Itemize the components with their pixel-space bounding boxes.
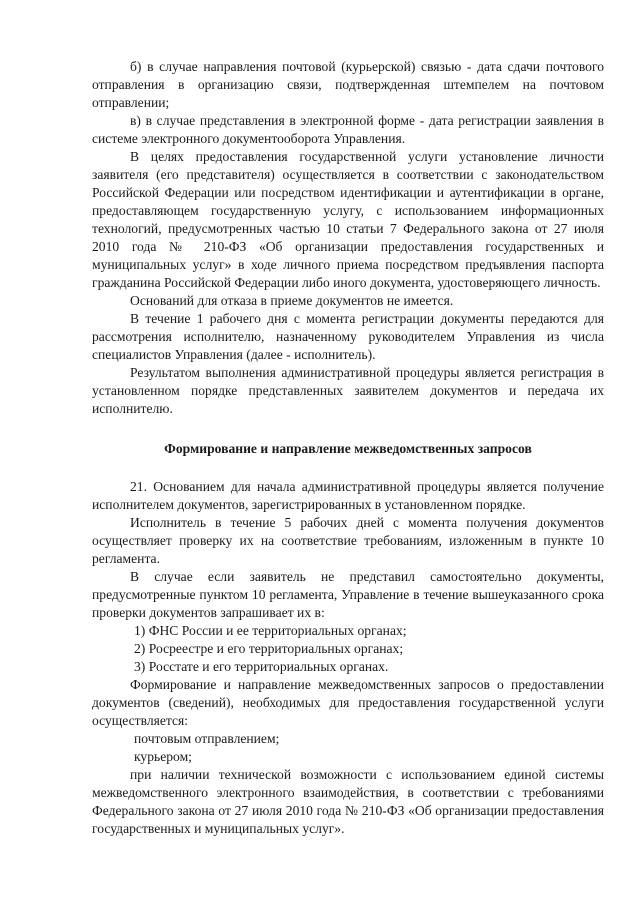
paragraph-electronic-date: в) в случае представления в электронной форме - дата регистрации заявления в системе электронного документооборота Управления. bbox=[92, 113, 604, 146]
paragraph-basis: 21. Основанием для начала административной процедуры является получение исполнителем документов, зарегистрированных в установленном порядке. bbox=[92, 479, 604, 512]
method-post: почтовым отправлением; bbox=[134, 731, 280, 746]
paragraph-result: Результатом выполнения административной процедуры является регистрация в установленном порядке представленных заявителем документов и передача их исполнителю. bbox=[92, 365, 604, 416]
paragraph-check: Исполнитель в течение 5 рабочих дней с момента получения документов осуществляет проверку их на соответствие требованиям, изложенным в пункте 10 регламента. bbox=[92, 515, 604, 566]
paragraph-identity: В целях предоставления государственной услуги установление личности заявителя (его представителя) осуществляется в соответствии с законодательством Российской Федерации или посредством идентификации и аутентификации в органе, предоставляющем государственную услугу, с использованием информационных технологий, предусмотренных частью 10 статьи 7 Федерального закона от 27 июля 2010 года № 210-ФЗ «Об организации предоставления государственных и муниципальных услуг» в ходе личного приема посредством предъявления паспорта гражданина Российской Федерации либо иного документа, удостоверяющего личность. bbox=[92, 149, 604, 290]
list-item-rosreestr: 2) Росреестре и его территориальных органах; bbox=[134, 641, 404, 656]
paragraph-postal-date: б) в случае направления почтовой (курьерской) связью - дата сдачи почтового отправления в организацию связи, подтвержденная штемпелем на почтовом отправлении; bbox=[92, 59, 604, 110]
paragraph-no-refusal: Оснований для отказа в приеме документов не имеется. bbox=[130, 293, 454, 308]
method-courier: курьером; bbox=[134, 749, 192, 764]
paragraph-electronic-system: при наличии технической возможности с использованием единой системы межведомственного электронного взаимодействия, в соответствии с требованиями Федерального закона от 27 июля 2010 года № 210-ФЗ «Об организации предоставления государственных и муниципальных услуг». bbox=[92, 767, 604, 836]
list-item-rosstat: 3) Росстате и его территориальных органах. bbox=[134, 659, 389, 674]
document-page bbox=[92, 58, 604, 838]
section-heading: Формирование и направление межведомственных запросов bbox=[164, 441, 532, 456]
paragraph-forming: Формирование и направление межведомственных запросов о предоставлении документов (сведений), необходимых для предоставления государственной услуги осуществляется: bbox=[92, 677, 604, 728]
list-item-fns: 1) ФНС России и ее территориальных органах; bbox=[134, 623, 407, 638]
paragraph-request: В случае если заявитель не представил самостоятельно документы, предусмотренные пунктом 10 регламента, Управление в течение вышеуказанного срока проверки документов запрашивает их в: bbox=[92, 569, 604, 620]
paragraph-transfer: В течение 1 рабочего дня с момента регистрации документы передаются для рассмотрения исполнителю, назначенному руководителем Управления из числа специалистов Управления (далее - исполнитель). bbox=[92, 311, 604, 362]
